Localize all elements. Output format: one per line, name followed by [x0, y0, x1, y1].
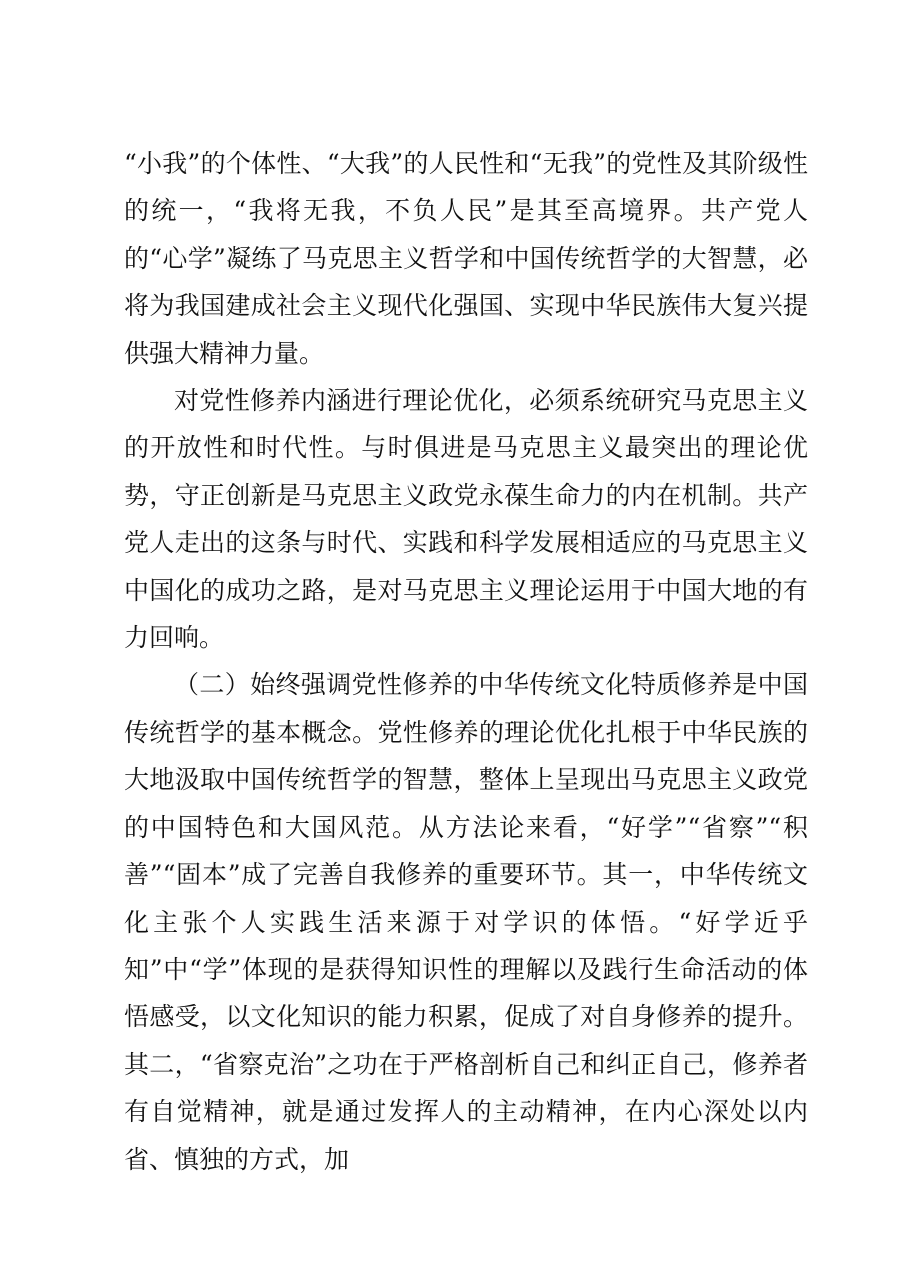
paragraph-theory-optimization: 对党性修养内涵进行理论优化，必须系统研究马克思主义的开放性和时代性。与时俱进是马克思主义最突出的理论优势，守正创新是马克思主义政党永葆生命力的内在机制。共产党人走出的这条与时代、实践和科学发展相适应的马克思主义中国化的成功之路，是对马克思主义理论运用于中国大地的有力回响。 — [124, 386, 808, 653]
paragraph-traditional-culture: （二）始终强调党性修养的中华传统文化特质修养是中国传统哲学的基本概念。党性修养的理论优化扎根于中华民族的大地汲取中国传统哲学的智慧，整体上呈现出马克思主义政党的中国特色和大国风范。从方法论来看，“好学”“省察”“积善”“固本”成了完善自我修养的重要环节。其一，中华传统文化主张个人实践生活来源于对学识的体悟。“好学近乎知”中“学”体现的是获得知识性的理解以及践行生命活动的体悟感受，以文化知识的能力积累，促成了对自身修养的提升。其二，“省察克治”之功在于严格剖析自己和纠正自己，修养者有自觉精神，就是通过发挥人的主动精神，在内心深处以内省、慎独的方式，加 — [124, 670, 808, 1174]
document-body — [124, 140, 808, 1183]
paragraph-continuation: “小我”的个体性、“大我”的人民性和“无我”的党性及其阶级性的统一，“我将无我，不负人民”是其至高境界。共产党人的“心学”凝练了马克思主义哲学和中国传统哲学的大智慧，必将为我国建成社会主义现代化强国、实现中华民族伟大复兴提供强大精神力量。 — [124, 149, 808, 368]
